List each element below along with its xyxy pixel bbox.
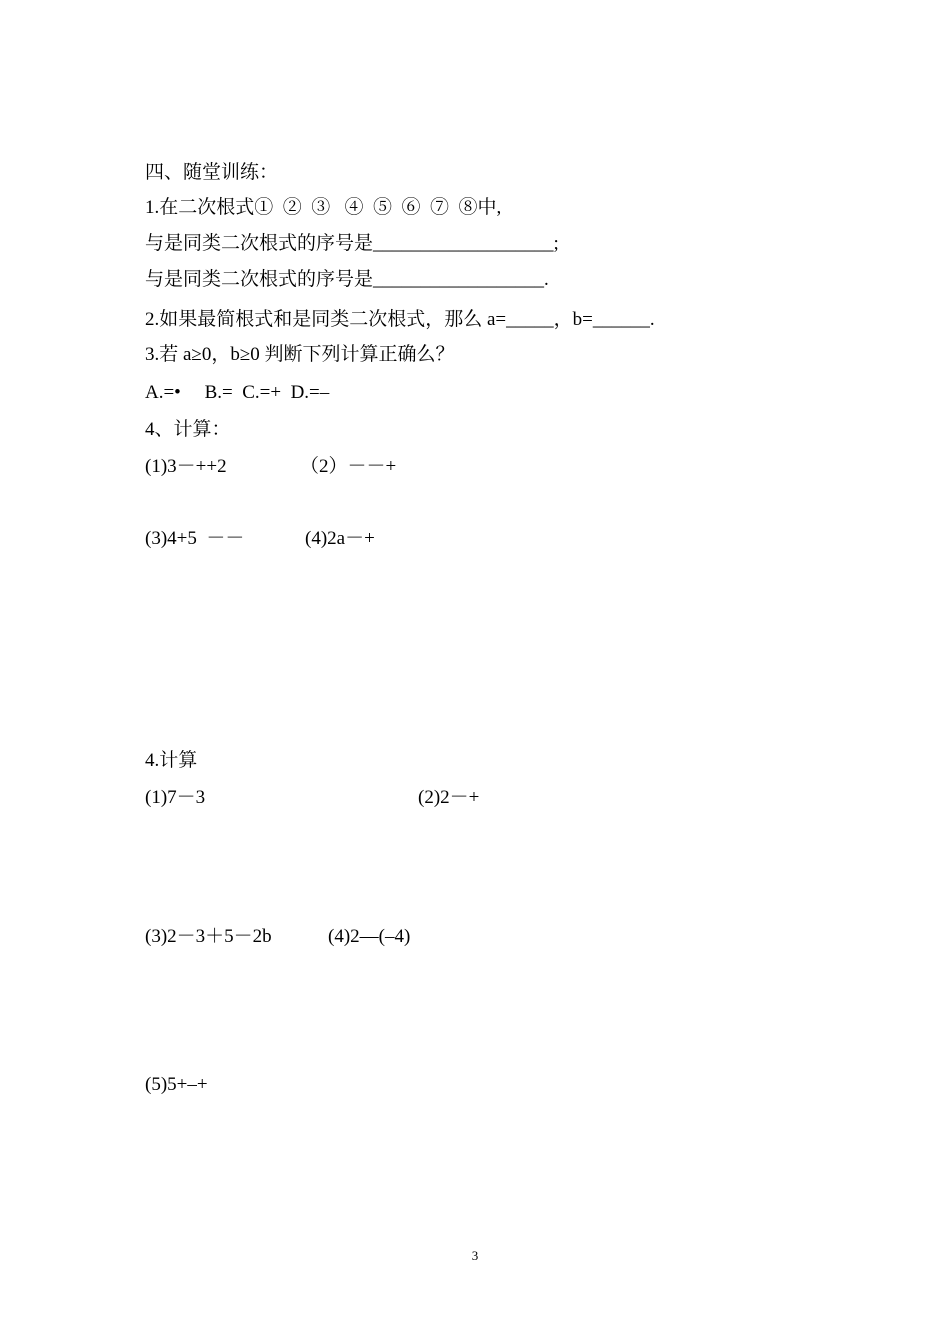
question-5-item-2: (2)2－+ [418, 787, 480, 808]
question-4-item-2: （2）－－+ [300, 456, 397, 477]
question-2: 2.如果最简根式和是同类二次根式，那么 a=_____，b=______. [145, 309, 655, 330]
question-5-item-3: (3)2－3＋5－2b [145, 926, 272, 947]
question-4-item-1: (1)3－++2 [145, 456, 227, 477]
question-5-item-1: (1)7－3 [145, 787, 206, 808]
question-4-heading: 4、计算： [145, 419, 231, 440]
question-1-line-2: 与是同类二次根式的序号是___________________; [145, 233, 559, 254]
question-5-item-4: (4)2—(–4) [328, 926, 411, 947]
question-3: 3.若 a≥0，b≥0 判断下列计算正确么？ [145, 344, 455, 365]
question-3-options: A.=• B.= C.=+ D.=– [145, 382, 330, 403]
question-5-heading: 4.计算 [145, 750, 198, 771]
question-1-line-3: 与是同类二次根式的序号是__________________. [145, 269, 549, 290]
question-1-line-1: 1.在二次根式① ② ③ ④ ⑤ ⑥ ⑦ ⑧中, [145, 197, 502, 218]
question-5-item-5: (5)5+–+ [145, 1074, 208, 1095]
page-number: 3 [471, 1248, 479, 1263]
question-4-item-3: (3)4+5 －－ [145, 528, 245, 549]
section-heading: 四、随堂训练： [145, 162, 279, 183]
question-4-item-4: (4)2a－+ [305, 528, 375, 549]
